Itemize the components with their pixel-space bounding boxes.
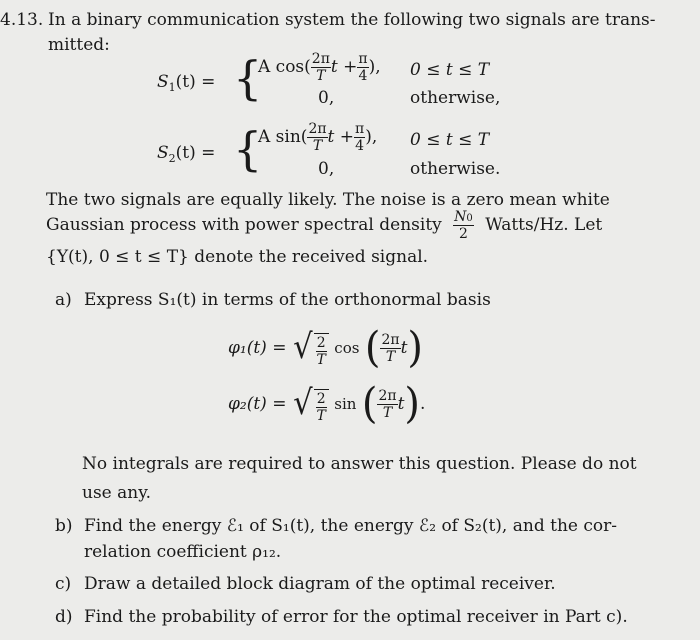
s2-lhs: $S_2(t)$ = (157, 143, 216, 165)
intro-line-1: In a binary communication system the following two signals are trans- (48, 10, 656, 30)
paragraph-line-3: {Y(t), 0 ≤ t ≤ T} denote the received signal. (46, 247, 429, 267)
part-b-line-2: relation coefficient ρ₁₂. (84, 542, 282, 562)
part-a-label: a) (55, 290, 72, 310)
phi1-equation: φ₁(t) = √ $\frac{2}{T}$ cos ( $\frac{2\pi}{T}$ t) (228, 323, 424, 373)
paragraph-line-1: The two signals are equally likely. The noise is a zero mean white (46, 190, 610, 210)
part-d-label: d) (55, 607, 73, 627)
s2-brace: { (233, 122, 263, 176)
s1-case-2-condition: otherwise, (410, 88, 501, 108)
part-a-note-line-1: No integrals are required to answer this question. Please do not (82, 454, 637, 474)
s2-case-2-condition: otherwise. (410, 159, 501, 179)
part-b-label: b) (55, 516, 73, 536)
s1-brace: { (233, 51, 263, 105)
intro-line-2: mitted: (48, 35, 110, 55)
s2-case-1-condition: 0 ≤ t ≤ T (410, 130, 490, 150)
part-c-text: Draw a detailed block diagram of the optimal receiver. (84, 574, 556, 594)
s1-lhs: $S_1(t)$ = (157, 72, 216, 94)
s2-case-2-value: 0, (318, 159, 335, 179)
part-d-text: Find the probability of error for the optimal receiver in Part c). (84, 607, 628, 627)
phi2-equation: φ₂(t) = √ $\frac{2}{T}$ sin ( $\frac{2\pi}{T}$ t). (228, 379, 426, 429)
s1-case-1-condition: 0 ≤ t ≤ T (410, 60, 490, 80)
part-b-line-1: Find the energy ℰ₁ of S₁(t), the energy ℰ₂ of S₂(t), and the cor- (84, 516, 617, 536)
part-a-text: Express S₁(t) in terms of the orthonormal basis (84, 290, 491, 310)
part-a-note-line-2: use any. (82, 483, 151, 503)
problem-number: 4.13. (0, 10, 44, 30)
s2-case-1: A sin( $\frac{2\pi}{T}$ t + $\frac{\pi}{4}$ ), (258, 121, 378, 154)
part-c-label: c) (55, 574, 72, 594)
bleed-through-text (90, 58, 95, 77)
s1-case-2-value: 0, (318, 88, 335, 108)
s1-case-1: A cos( $\frac{2\pi}{T}$ t + $\frac{\pi}{4}$ ), (258, 51, 381, 84)
paragraph-line-2: Gaussian process with power spectral density $\frac{N0}{2}$ Watts/Hz. Let (46, 209, 603, 242)
